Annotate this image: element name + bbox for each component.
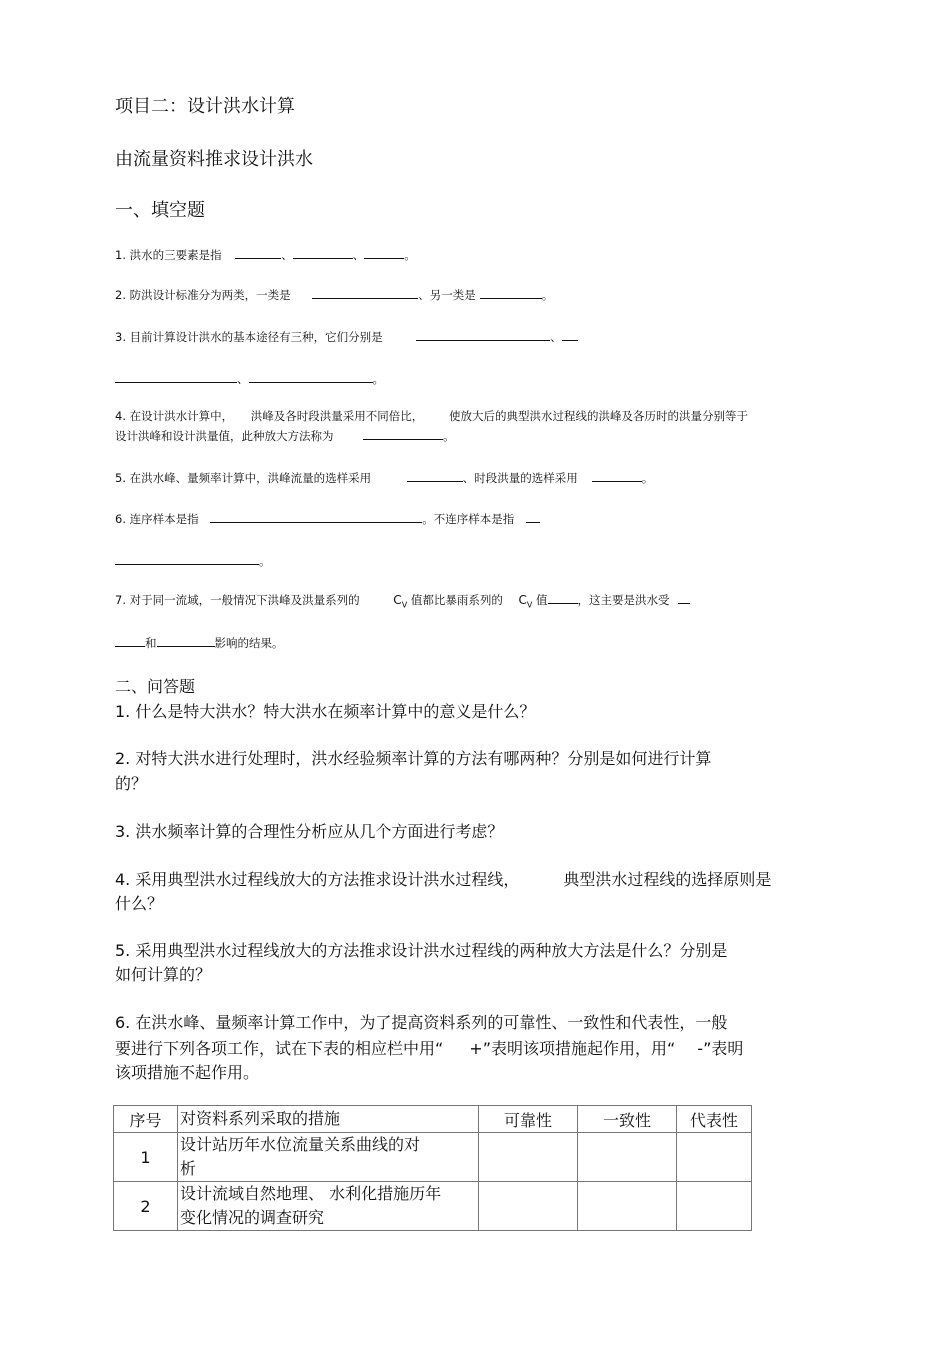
row-measure: 设计站历年水位流量关系曲线的对 析 (178, 1133, 479, 1182)
blank[interactable] (293, 246, 353, 259)
blank[interactable] (115, 370, 237, 383)
blank[interactable] (363, 427, 443, 440)
header-representativeness: 代表性 (677, 1106, 752, 1133)
blank[interactable] (312, 286, 418, 299)
blank[interactable] (249, 370, 373, 383)
measures-table (113, 1105, 752, 1231)
cell-consistency[interactable] (578, 1182, 677, 1231)
section2-title: 二、问答题 (115, 677, 196, 696)
fill-q6: 6. 连序样本是指 。不连序样本是指 (115, 510, 540, 527)
fill-q1: 1. 洪水的三要素是指 、 、 。 (115, 248, 416, 262)
blank[interactable] (235, 246, 281, 259)
fill-q3-cont: 、 。 (115, 370, 384, 387)
qa-item-5: 5. 采用典型洪水过程线放大的方法推求设计洪水过程线的两种放大方法是什么？分别是 (115, 941, 728, 960)
cell-representativeness[interactable] (677, 1182, 752, 1231)
header-reliability: 可靠性 (479, 1106, 578, 1133)
header-measure: 对资料系列采取的措施 (178, 1106, 479, 1133)
qa-item-6-cont: 要进行下列各项工作，试在下表的相应栏中用“ +”表明该项措施起作用，用“ -”表明 (115, 1039, 744, 1058)
row-no: 2 (114, 1182, 178, 1231)
fill-q7-cont: 和 影响的结果。 (115, 634, 284, 651)
qa-item-3: 3. 洪水频率计算的合理性分析应从几个方面进行考虑？ (115, 822, 504, 841)
header-no: 序号 (114, 1106, 178, 1133)
blank[interactable] (592, 469, 642, 482)
blank[interactable] (210, 510, 422, 523)
qa-item-2: 2. 对特大洪水进行处理时，洪水经验频率计算的方法有哪两种？分别是如何进行计算 (115, 749, 712, 768)
blank[interactable] (115, 634, 145, 647)
blank[interactable] (562, 328, 578, 341)
fill-q3: 3. 目前计算设计洪水的基本途径有三种，它们分别是 、 (115, 328, 578, 345)
table-header-row (114, 1106, 752, 1133)
blank[interactable] (157, 634, 215, 647)
fill-q7: 7. 对于同一流域，一般情况下洪峰及洪量系列的 $C_V$ 值都比暴雨系列的 $C_V$ 值 ，这主要是洪水受 (115, 591, 690, 609)
blank[interactable] (526, 510, 540, 523)
row-no: 1 (114, 1133, 178, 1182)
qa-item-2-cont: 的？ (115, 774, 148, 793)
fill-q4: 4. 在设计洪水计算中， 洪峰及各时段洪量采用不同倍比， 使放大后的典型洪水过程线的洪峰及各历时的洪量分别等于 (115, 409, 748, 423)
cell-reliability[interactable] (479, 1133, 578, 1182)
blank[interactable] (364, 246, 404, 259)
table-row (114, 1133, 752, 1182)
cell-reliability[interactable] (479, 1182, 578, 1231)
fill-q4-cont: 设计洪峰和设计洪量值，此种放大方法称为 。 (115, 429, 455, 443)
fill-q5: 5. 在洪水峰、量频率计算中，洪峰流量的选样采用 、时段洪量的选样采用 。 (115, 471, 654, 485)
blank[interactable] (480, 286, 542, 299)
fill-q6-cont: 。 (115, 552, 271, 569)
cell-consistency[interactable] (578, 1133, 677, 1182)
cv-symbol: $C_V$ (518, 593, 533, 610)
header-consistency: 一致性 (578, 1106, 677, 1133)
qa-item-4-cont: 什么？ (115, 894, 164, 913)
project-title: 项目二：设计洪水计算 (115, 96, 295, 117)
row-measure: 设计流域自然地理、 水利化措施历年 变化情况的调查研究 (178, 1182, 479, 1231)
qa-item-6-cont2: 该项措施不起作用。 (115, 1063, 260, 1082)
table-row (114, 1182, 752, 1231)
qa-item-5-cont: 如何计算的？ (115, 965, 212, 984)
section1-title: 一、填空题 (115, 200, 205, 221)
cv-symbol: $C_V$ (393, 593, 408, 610)
qa-item-6: 6. 在洪水峰、量频率计算工作中，为了提高资料系列的可靠性、一致性和代表性，一般 (115, 1013, 728, 1032)
subtitle: 由流量资料推求设计洪水 (115, 149, 313, 170)
blank[interactable] (678, 591, 690, 604)
blank[interactable] (548, 591, 578, 604)
blank[interactable] (407, 469, 463, 482)
fill-q2: 2. 防洪设计标准分为两类，一类是 、另一类是 。 (115, 288, 554, 302)
qa-item-4: 4. 采用典型洪水过程线放大的方法推求设计洪水过程线， 典型洪水过程线的选择原则是 (115, 870, 772, 889)
blank[interactable] (416, 328, 550, 341)
qa-item-1: 1. 什么是特大洪水？特大洪水在频率计算中的意义是什么？ (115, 702, 536, 721)
cell-representativeness[interactable] (677, 1133, 752, 1182)
blank[interactable] (115, 552, 259, 565)
